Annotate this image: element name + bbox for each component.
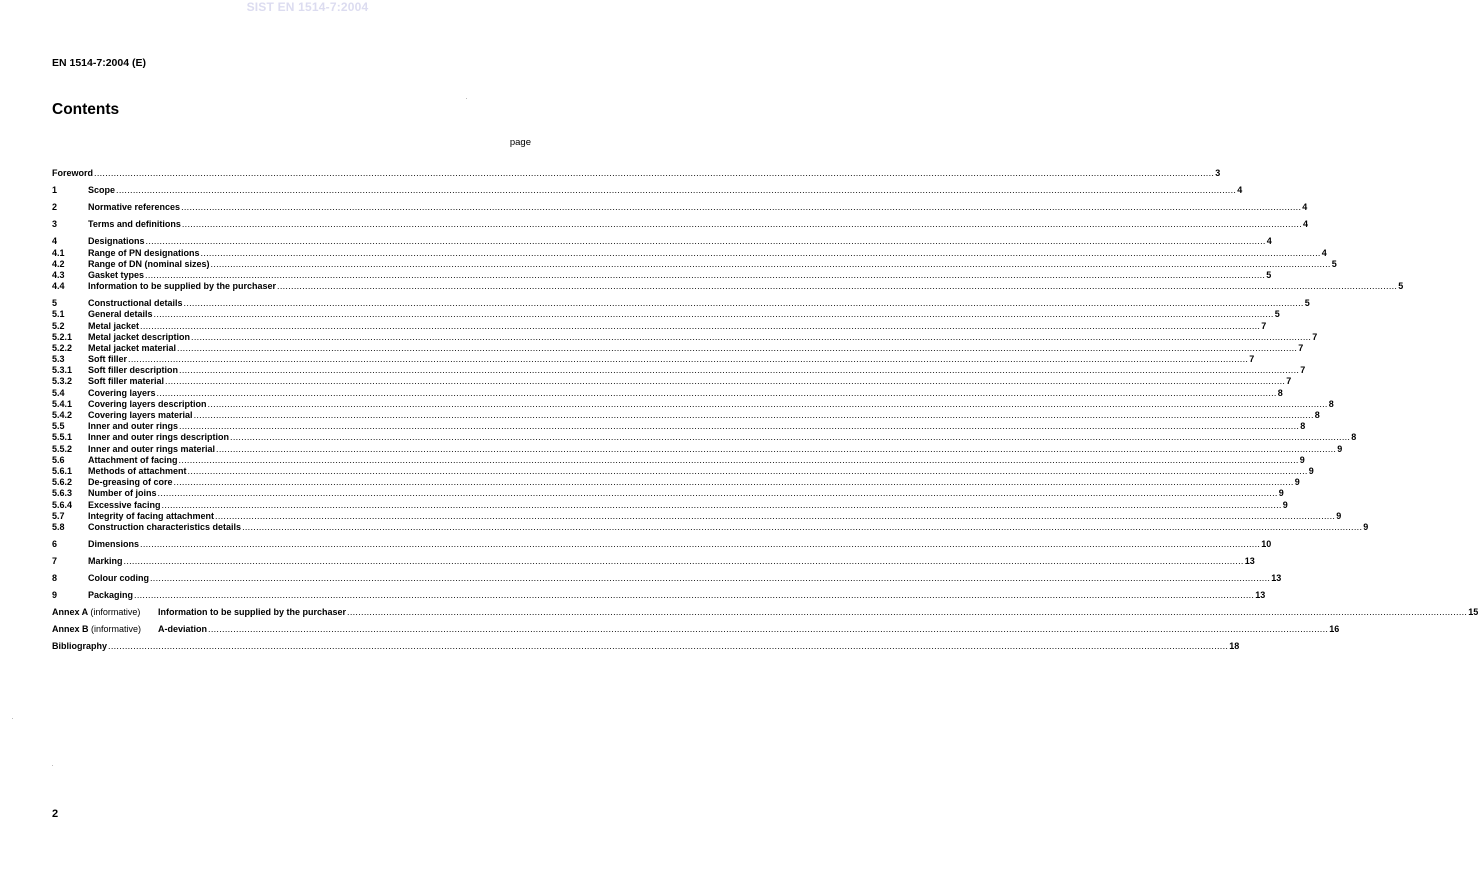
toc-entry-page: 7 bbox=[1261, 320, 1267, 331]
toc-entry-title: Number of joins bbox=[88, 488, 157, 499]
toc-entry-number: 5.5 bbox=[52, 421, 65, 432]
toc-entry-title: Metal jacket description bbox=[88, 331, 191, 342]
toc-entry[interactable] bbox=[52, 219, 1309, 230]
toc-entry[interactable] bbox=[52, 247, 1327, 259]
toc-entry-number: 5.6.2 bbox=[52, 477, 73, 488]
dot-leader: ................................................................................................................................................................................................................................................................................................................................................................................................................ bbox=[242, 521, 1363, 532]
page-number: 2 bbox=[52, 808, 59, 820]
toc-entry-title: Covering layers description bbox=[88, 398, 207, 409]
toc-entry-page: 5 bbox=[1304, 298, 1310, 309]
toc-entry[interactable] bbox=[52, 477, 1300, 488]
toc-entry-title: Range of PN designations bbox=[88, 247, 200, 258]
scan-speck bbox=[52, 765, 53, 766]
toc-entry[interactable] bbox=[52, 432, 1357, 443]
contents-heading: Contents bbox=[52, 101, 120, 118]
annex-letter: Annex A bbox=[52, 607, 88, 618]
toc-entry-title: Inner and outer rings bbox=[88, 421, 179, 432]
annex-letter: Annex B bbox=[52, 624, 89, 635]
dot-leader: ................................................................................................................................................................................................................................................................................................................................................................................................................ bbox=[347, 607, 1468, 618]
toc-entry-number: 6 bbox=[52, 538, 58, 549]
toc-entry-number: 5 bbox=[52, 298, 58, 309]
toc-entry-page: 9 bbox=[1282, 499, 1288, 510]
dot-leader: ................................................................................................................................................................................................................................................................................................................................................................................................................ bbox=[181, 219, 1303, 230]
annex-label bbox=[52, 624, 158, 635]
toc-entry-page: 5 bbox=[1331, 258, 1337, 269]
toc-entry-page: 4 bbox=[1266, 236, 1272, 247]
page-column-label: page bbox=[509, 137, 531, 148]
dot-leader: ................................................................................................................................................................................................................................................................................................................................................................................................................ bbox=[216, 443, 1337, 454]
toc-entry[interactable] bbox=[52, 454, 1305, 466]
dot-leader: ................................................................................................................................................................................................................................................................................................................................................................................................................ bbox=[165, 376, 1286, 387]
dot-leader: ................................................................................................................................................................................................................................................................................................................................................................................................................ bbox=[193, 410, 1314, 421]
toc-entry-title: Inner and outer rings description bbox=[88, 432, 230, 443]
dot-leader: ................................................................................................................................................................................................................................................................................................................................................................................................................ bbox=[150, 573, 1271, 584]
dot-leader: ................................................................................................................................................................................................................................................................................................................................................................................................................ bbox=[173, 477, 1294, 488]
dot-leader: ................................................................................................................................................................................................................................................................................................................................................................................................................ bbox=[210, 258, 1331, 269]
toc-entry[interactable] bbox=[52, 365, 1306, 376]
dot-leader: ................................................................................................................................................................................................................................................................................................................................................................................................................ bbox=[187, 465, 1308, 476]
toc-entry-title: De-greasing of core bbox=[88, 477, 173, 488]
toc-entry-title: Construction characteristics details bbox=[88, 521, 242, 532]
scan-speck bbox=[12, 718, 13, 719]
dot-leader: ................................................................................................................................................................................................................................................................................................................................................................................................................ bbox=[156, 387, 1277, 398]
toc-entry-page: 9 bbox=[1308, 465, 1314, 476]
toc-entry[interactable] bbox=[52, 298, 1310, 309]
dot-leader: ................................................................................................................................................................................................................................................................................................................................................................................................................ bbox=[178, 454, 1299, 465]
toc-entry-title: Covering layers bbox=[88, 387, 156, 398]
annex-informative: (informative) bbox=[91, 624, 142, 635]
dot-leader: ................................................................................................................................................................................................................................................................................................................................................................................................................ bbox=[108, 641, 1229, 652]
toc-entry-title: General details bbox=[88, 309, 153, 320]
dot-leader: ................................................................................................................................................................................................................................................................................................................................................................................................................ bbox=[179, 365, 1300, 376]
dot-leader: ................................................................................................................................................................................................................................................................................................................................................................................................................ bbox=[140, 538, 1261, 549]
toc-entry-number: 5.7 bbox=[52, 510, 65, 521]
dot-leader: ................................................................................................................................................................................................................................................................................................................................................................................................................ bbox=[191, 331, 1312, 342]
dot-leader: ................................................................................................................................................................................................................................................................................................................................................................................................................ bbox=[277, 281, 1398, 292]
toc-entry-number: 5.4.1 bbox=[52, 398, 73, 409]
toc-entry-title: Integrity of facing attachment bbox=[88, 510, 215, 521]
toc-entry-title: Gasket types bbox=[88, 269, 145, 280]
toc-entry-title: Constructional details bbox=[88, 298, 183, 309]
dot-leader: ................................................................................................................................................................................................................................................................................................................................................................................................................ bbox=[134, 590, 1255, 601]
toc-entry[interactable] bbox=[52, 202, 1308, 213]
toc-entry-number: 4.3 bbox=[52, 269, 65, 280]
toc-annex-entry[interactable] bbox=[52, 607, 1478, 618]
toc-entry-page: 8 bbox=[1328, 398, 1334, 409]
toc-entry-title: Attachment of facing bbox=[88, 454, 178, 465]
scan-speck bbox=[466, 98, 467, 99]
dot-leader: ................................................................................................................................................................................................................................................................................................................................................................................................................ bbox=[230, 432, 1351, 443]
toc-entry-title: Scope bbox=[88, 185, 116, 196]
toc-entry-number: 5.8 bbox=[52, 521, 65, 532]
annex-informative: (informative) bbox=[90, 607, 141, 618]
toc-entry-title: Packaging bbox=[88, 590, 134, 601]
toc-entry-number: 5.6.1 bbox=[52, 465, 73, 476]
toc-entry-number: 3 bbox=[52, 219, 58, 230]
toc-entry-page: 4 bbox=[1302, 202, 1308, 213]
toc-entry-title: Colour coding bbox=[88, 573, 149, 584]
toc-entry[interactable] bbox=[52, 410, 1320, 421]
toc-entry[interactable] bbox=[52, 465, 1314, 477]
toc-entry-page: 5 bbox=[1274, 309, 1280, 320]
toc-entry-page: 13 bbox=[1255, 590, 1266, 601]
dot-leader: ................................................................................................................................................................................................................................................................................................................................................................................................................ bbox=[94, 168, 1215, 178]
dot-leader: ................................................................................................................................................................................................................................................................................................................................................................................................................ bbox=[145, 269, 1266, 280]
toc-bibliography-entry[interactable] bbox=[52, 641, 1240, 652]
toc-annex-entry[interactable] bbox=[52, 624, 1340, 635]
toc-entry-page: 7 bbox=[1249, 354, 1255, 365]
toc-entry-title: Bibliography bbox=[52, 641, 108, 652]
dot-leader: ................................................................................................................................................................................................................................................................................................................................................................................................................ bbox=[153, 309, 1274, 320]
toc-entry[interactable] bbox=[52, 499, 1288, 511]
toc-entry-page: 4 bbox=[1303, 219, 1309, 230]
toc-entry[interactable] bbox=[52, 354, 1255, 365]
toc-entry-page: 9 bbox=[1336, 510, 1342, 521]
toc-entry-page: 4 bbox=[1237, 185, 1243, 196]
toc-entry-title: Inner and outer rings material bbox=[88, 443, 216, 454]
toc-entry-number: 5.2.2 bbox=[52, 342, 73, 353]
toc-entry-number: 5.5.1 bbox=[52, 432, 73, 443]
dot-leader: ................................................................................................................................................................................................................................................................................................................................................................................................................ bbox=[161, 499, 1282, 510]
toc-entry-title: Normative references bbox=[88, 202, 181, 213]
toc-entry-page: 5 bbox=[1398, 281, 1404, 292]
annex-label bbox=[52, 607, 158, 618]
toc-entry[interactable] bbox=[52, 281, 1404, 292]
dot-leader: ................................................................................................................................................................................................................................................................................................................................................................................................................ bbox=[208, 624, 1329, 635]
dot-leader: ................................................................................................................................................................................................................................................................................................................................................................................................................ bbox=[128, 354, 1249, 365]
toc-entry-number: 5.3.2 bbox=[52, 376, 73, 387]
toc-entry-title: Covering layers material bbox=[88, 410, 193, 421]
toc-entry[interactable] bbox=[52, 590, 1266, 601]
dot-leader: ................................................................................................................................................................................................................................................................................................................................................................................................................ bbox=[177, 342, 1298, 353]
toc-entry-page: 9 bbox=[1299, 454, 1305, 465]
toc-entry-title: Designations bbox=[88, 236, 145, 247]
toc-entry-number: 5.6.4 bbox=[52, 499, 73, 510]
toc-entry-number: 1 bbox=[52, 185, 58, 196]
toc-entry[interactable] bbox=[52, 521, 1369, 533]
dot-leader: ................................................................................................................................................................................................................................................................................................................................................................................................................ bbox=[200, 247, 1321, 258]
toc-entry-page: 13 bbox=[1271, 573, 1282, 584]
toc-entry-page: 7 bbox=[1300, 365, 1306, 376]
toc-entry-page: 8 bbox=[1277, 387, 1283, 398]
toc-entry-number: 5.4.2 bbox=[52, 410, 73, 421]
dot-leader: ................................................................................................................................................................................................................................................................................................................................................................................................................ bbox=[145, 236, 1266, 247]
toc-entry-title: Information to be supplied by the purchaser bbox=[88, 281, 277, 292]
toc-entry[interactable] bbox=[52, 269, 1272, 281]
toc-entry-title: Terms and definitions bbox=[88, 219, 181, 230]
dot-leader: ................................................................................................................................................................................................................................................................................................................................................................................................................ bbox=[179, 421, 1300, 432]
toc-entry-number: 5.4 bbox=[52, 387, 65, 398]
toc-entry-number: 5.3 bbox=[52, 354, 65, 365]
toc-entry-title: Range of DN (nominal sizes) bbox=[88, 258, 210, 269]
toc-entry-title: Foreword bbox=[52, 168, 94, 178]
toc-entry-page: 8 bbox=[1351, 432, 1357, 443]
toc-entry[interactable] bbox=[52, 342, 1304, 354]
toc-entry-title: Metal jacket material bbox=[88, 342, 177, 353]
toc-entry-page: 7 bbox=[1286, 376, 1292, 387]
toc-entry-title: Dimensions bbox=[88, 538, 140, 549]
toc-entry-number: 5.2 bbox=[52, 320, 65, 331]
toc-entry[interactable] bbox=[52, 443, 1343, 455]
toc-entry-page: 7 bbox=[1312, 331, 1318, 342]
toc-entry-title: Soft filler bbox=[88, 354, 128, 365]
toc-entry[interactable] bbox=[52, 258, 1337, 270]
toc-entry[interactable] bbox=[52, 376, 1292, 387]
dot-leader: ................................................................................................................................................................................................................................................................................................................................................................................................................ bbox=[140, 320, 1261, 331]
table-of-contents bbox=[52, 168, 1478, 653]
toc-entry-page: 9 bbox=[1278, 488, 1284, 499]
toc-entry-title: Information to be supplied by the purchaser bbox=[158, 607, 347, 618]
toc-entry-number: 5.2.1 bbox=[52, 331, 73, 342]
toc-entry[interactable] bbox=[52, 331, 1318, 343]
toc-entry-page: 8 bbox=[1300, 421, 1306, 432]
toc-entry-page: 15 bbox=[1468, 607, 1478, 618]
toc-entry-title: A-deviation bbox=[158, 624, 208, 635]
toc-entry-number: 5.6.3 bbox=[52, 488, 73, 499]
toc-entry-number: 4.1 bbox=[52, 247, 65, 258]
toc-entry-page: 4 bbox=[1321, 247, 1327, 258]
toc-entry-number: 4 bbox=[52, 236, 58, 247]
toc-entry-title: Soft filler material bbox=[88, 376, 165, 387]
toc-entry[interactable] bbox=[52, 573, 1282, 584]
toc-entry[interactable] bbox=[52, 168, 1221, 179]
toc-entry-title: Soft filler description bbox=[88, 365, 179, 376]
toc-entry-page: 7 bbox=[1298, 342, 1304, 353]
toc-entry-title: Marking bbox=[88, 556, 123, 567]
toc-entry-page: 9 bbox=[1363, 521, 1369, 532]
dot-leader: ................................................................................................................................................................................................................................................................................................................................................................................................................ bbox=[116, 185, 1237, 196]
watermark: SIST EN 1514-7:2004 bbox=[246, 0, 369, 14]
toc-entry[interactable] bbox=[52, 538, 1272, 550]
toc-entry-number: 8 bbox=[52, 573, 58, 584]
dot-leader: ................................................................................................................................................................................................................................................................................................................................................................................................................ bbox=[157, 488, 1278, 499]
toc-entry-number: 2 bbox=[52, 202, 58, 213]
document-id: EN 1514-7:2004 (E) bbox=[52, 57, 146, 69]
toc-entry[interactable] bbox=[52, 398, 1334, 410]
toc-entry-number: 4.4 bbox=[52, 281, 65, 292]
dot-leader: ................................................................................................................................................................................................................................................................................................................................................................................................................ bbox=[183, 298, 1304, 309]
toc-entry-page: 13 bbox=[1244, 556, 1255, 567]
toc-entry[interactable] bbox=[52, 488, 1284, 499]
toc-entry-page: 3 bbox=[1215, 168, 1221, 178]
toc-entry-number: 5.1 bbox=[52, 309, 65, 320]
toc-entry-title: Methods of attachment bbox=[88, 465, 187, 476]
dot-leader: ................................................................................................................................................................................................................................................................................................................................................................................................................ bbox=[215, 510, 1336, 521]
toc-entry[interactable] bbox=[52, 510, 1342, 522]
dot-leader: ................................................................................................................................................................................................................................................................................................................................................................................................................ bbox=[207, 398, 1328, 409]
toc-entry-number: 9 bbox=[52, 590, 58, 601]
toc-entry-page: 5 bbox=[1266, 269, 1272, 280]
toc-entry-page: 9 bbox=[1337, 443, 1343, 454]
toc-entry-number: 7 bbox=[52, 556, 58, 567]
toc-entry-number: 5.6 bbox=[52, 454, 65, 465]
toc-entry-page: 16 bbox=[1329, 624, 1340, 635]
toc-entry-page: 10 bbox=[1261, 538, 1272, 549]
toc-entry-page: 8 bbox=[1314, 410, 1320, 421]
toc-entry[interactable] bbox=[52, 556, 1255, 567]
toc-entry[interactable] bbox=[52, 236, 1272, 247]
toc-entry-number: 5.3.1 bbox=[52, 365, 73, 376]
toc-entry[interactable] bbox=[52, 320, 1267, 332]
toc-entry[interactable] bbox=[52, 387, 1283, 399]
toc-entry[interactable] bbox=[52, 421, 1306, 432]
toc-entry-page: 18 bbox=[1229, 641, 1240, 652]
toc-entry-number: 4.2 bbox=[52, 258, 65, 269]
toc-entry-title: Metal jacket bbox=[88, 320, 140, 331]
toc-entry-title: Excessive facing bbox=[88, 499, 161, 510]
dot-leader: ................................................................................................................................................................................................................................................................................................................................................................................................................ bbox=[181, 202, 1302, 213]
toc-entry-page: 9 bbox=[1294, 477, 1300, 488]
dot-leader: ................................................................................................................................................................................................................................................................................................................................................................................................................ bbox=[123, 556, 1244, 567]
toc-entry[interactable] bbox=[52, 309, 1280, 320]
toc-entry[interactable] bbox=[52, 185, 1243, 196]
toc-entry-number: 5.5.2 bbox=[52, 443, 73, 454]
